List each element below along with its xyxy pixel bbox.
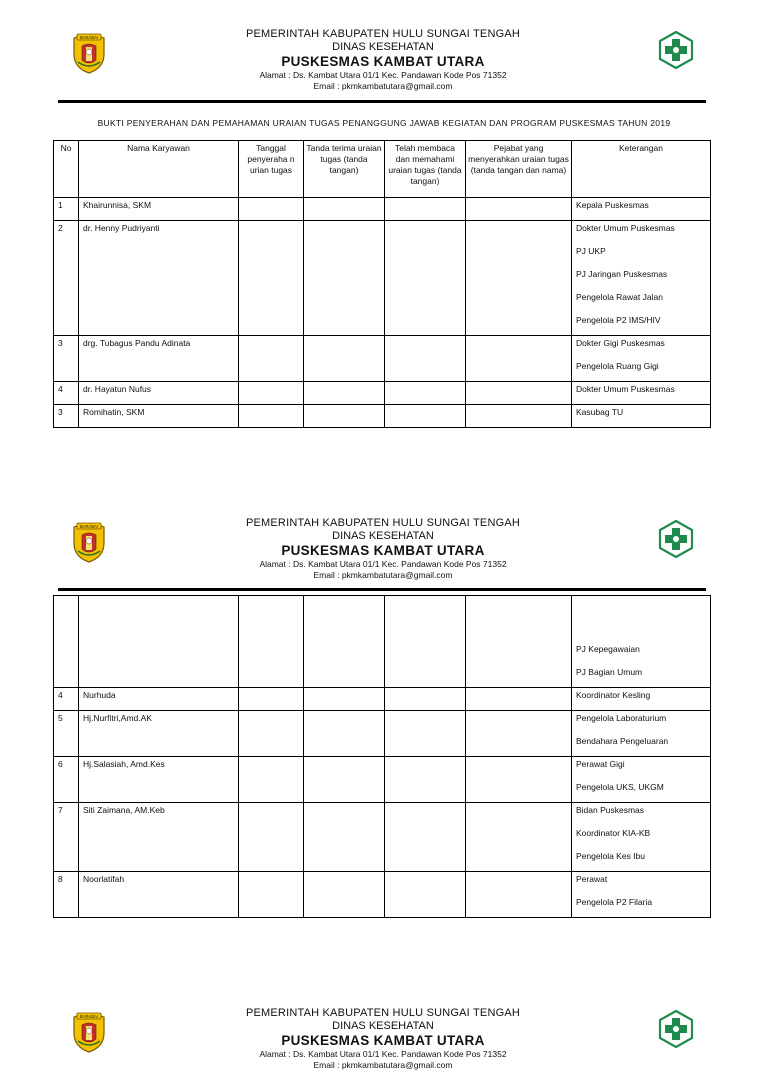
- telah-membaca-cell: [385, 596, 466, 688]
- table-row: [54, 688, 711, 711]
- tanggal-cell: [239, 336, 304, 382]
- pejabat-cell: [466, 198, 572, 221]
- page-1: [0, 28, 768, 128]
- pejabat-cell: [466, 336, 572, 382]
- keterangan-cell: [572, 872, 711, 918]
- keterangan-item: Pengelola Ruang Gigi: [576, 361, 659, 371]
- tanda-terima-cell: [304, 711, 385, 757]
- keterangan-item: Koordinator Kesling: [576, 690, 651, 700]
- keterangan-cell: [572, 382, 711, 405]
- email-line: Email : pkmkambatutara@gmail.com: [313, 570, 453, 580]
- employee-name: dr. Henny Pudriyanti: [79, 221, 239, 336]
- table-row: [54, 405, 711, 428]
- puskesmas-cross-icon: [657, 520, 695, 558]
- keterangan-cell: [572, 405, 711, 428]
- employee-name: dr. Hayatun Nufus: [79, 382, 239, 405]
- tanda-terima-cell: [304, 382, 385, 405]
- tanggal-cell: [239, 405, 304, 428]
- keterangan-item: PJ Kepegawaian: [576, 644, 640, 654]
- keterangan-item: Perawat: [576, 874, 608, 884]
- tanda-terima-cell: [304, 596, 385, 688]
- tanda-terima-cell: [304, 405, 385, 428]
- row-number: 2: [54, 221, 79, 336]
- keterangan-item: Dokter Umum Puskesmas: [576, 223, 675, 233]
- row-number: 8: [54, 872, 79, 918]
- keterangan-item: Kepala Puskesmas: [576, 200, 649, 210]
- telah-membaca-cell: [385, 803, 466, 872]
- department-name: DINAS KESEHATAN: [332, 1020, 434, 1032]
- keterangan-cell: [572, 711, 711, 757]
- table-row: [54, 221, 711, 336]
- government-name: PEMERINTAH KABUPATEN HULU SUNGAI TENGAH: [245, 28, 521, 40]
- pejabat-cell: [466, 688, 572, 711]
- tanggal-cell: [239, 382, 304, 405]
- letterhead: [0, 517, 768, 595]
- keterangan-item: PJ UKP: [576, 246, 606, 256]
- keterangan-item: Bidan Puskesmas: [576, 805, 645, 815]
- row-number: 7: [54, 803, 79, 872]
- table-header-row: [54, 141, 711, 198]
- employee-name: Hj.Salasiah, Amd.Kes: [79, 757, 239, 803]
- keterangan-item: Koordinator KIA-KB: [576, 828, 651, 838]
- col-nama: Nama Karyawan: [79, 141, 239, 198]
- row-number: 5: [54, 711, 79, 757]
- employee-name: Romihatin, SKM: [79, 405, 239, 428]
- keterangan-item: PJ Jaringan Puskesmas: [576, 269, 668, 279]
- keterangan-item: [576, 621, 706, 644]
- page-3: [0, 1007, 768, 1085]
- keterangan-item: PJ Bagian Umum: [576, 667, 643, 677]
- letterhead: [0, 1007, 768, 1085]
- address-line: Alamat : Ds. Kambat Utara 01/1 Kec. Pandawan Kode Pos 71352: [259, 1049, 507, 1059]
- tanda-terima-cell: [304, 803, 385, 872]
- government-name: PEMERINTAH KABUPATEN HULU SUNGAI TENGAH: [245, 1007, 521, 1019]
- tanggal-cell: [239, 711, 304, 757]
- table-row: [54, 382, 711, 405]
- keterangan-item: Pengelola P2 IMS/HIV: [576, 315, 661, 325]
- keterangan-cell: [572, 596, 711, 688]
- regency-crest-icon: [70, 1011, 108, 1053]
- tanda-terima-cell: [304, 221, 385, 336]
- col-no: No: [54, 141, 79, 198]
- keterangan-item: Pengelola Rawat Jalan: [576, 292, 663, 302]
- keterangan-item: [576, 598, 706, 621]
- telah-membaca-cell: [385, 872, 466, 918]
- institution-name: PUSKESMAS KAMBAT UTARA: [281, 54, 485, 69]
- government-name: PEMERINTAH KABUPATEN HULU SUNGAI TENGAH: [245, 517, 521, 529]
- table-row: [54, 596, 711, 688]
- institution-name: PUSKESMAS KAMBAT UTARA: [281, 1033, 485, 1048]
- crest-label: BARABAI: [79, 1014, 99, 1019]
- telah-membaca-cell: [385, 221, 466, 336]
- keterangan-item: Pengelola Kes Ibu: [576, 851, 645, 861]
- letterhead: [0, 28, 768, 106]
- pejabat-cell: [466, 803, 572, 872]
- employee-name: drg. Tubagus Pandu Adinata: [79, 336, 239, 382]
- pejabat-cell: [466, 757, 572, 803]
- puskesmas-cross-icon: [657, 31, 695, 69]
- col-pejabat: Pejabat yang menyerahkan uraian tugas (tanda tangan dan nama): [466, 141, 572, 198]
- keterangan-item: Bendahara Pengeluaran: [576, 736, 669, 746]
- keterangan-item: Kasubag TU: [576, 407, 624, 417]
- telah-membaca-cell: [385, 757, 466, 803]
- pejabat-cell: [466, 596, 572, 688]
- employee-table-2: [53, 595, 711, 918]
- table-row: [54, 872, 711, 918]
- regency-crest-icon: [70, 521, 108, 563]
- keterangan-item: Dokter Umum Puskesmas: [576, 384, 675, 394]
- pejabat-cell: [466, 711, 572, 757]
- regency-crest-icon: [70, 32, 108, 74]
- row-number: 4: [54, 688, 79, 711]
- employee-name: Noorlatifah: [79, 872, 239, 918]
- keterangan-cell: [572, 757, 711, 803]
- department-name: DINAS KESEHATAN: [332, 41, 434, 53]
- email-line: Email : pkmkambatutara@gmail.com: [313, 81, 453, 91]
- col-tanda-terima: Tanda terima uraian tugas (tanda tangan): [304, 141, 385, 198]
- keterangan-item: Perawat Gigi: [576, 759, 625, 769]
- keterangan-cell: [572, 336, 711, 382]
- telah-membaca-cell: [385, 711, 466, 757]
- keterangan-cell: [572, 688, 711, 711]
- keterangan-item: Pengelola UKS, UKGM: [576, 782, 664, 792]
- tanggal-cell: [239, 872, 304, 918]
- address-line: Alamat : Ds. Kambat Utara 01/1 Kec. Pandawan Kode Pos 71352: [259, 559, 507, 569]
- employee-table-1: [53, 140, 711, 428]
- tanda-terima-cell: [304, 872, 385, 918]
- tanggal-cell: [239, 757, 304, 803]
- pejabat-cell: [466, 872, 572, 918]
- header-rule: [58, 588, 706, 591]
- telah-membaca-cell: [385, 336, 466, 382]
- tanggal-cell: [239, 198, 304, 221]
- tanda-terima-cell: [304, 336, 385, 382]
- row-number: 3: [54, 405, 79, 428]
- row-number: [54, 596, 79, 688]
- employee-name: [79, 596, 239, 688]
- tanggal-cell: [239, 803, 304, 872]
- crest-label: BARABAI: [79, 35, 99, 40]
- keterangan-item: Pengelola P2 Filaria: [576, 897, 653, 907]
- keterangan-item: Dokter Gigi Puskesmas: [576, 338, 665, 348]
- institution-name: PUSKESMAS KAMBAT UTARA: [281, 543, 485, 558]
- address-line: Alamat : Ds. Kambat Utara 01/1 Kec. Pandawan Kode Pos 71352: [259, 70, 507, 80]
- table-row: [54, 803, 711, 872]
- keterangan-cell: [572, 198, 711, 221]
- table-row: [54, 757, 711, 803]
- tanggal-cell: [239, 221, 304, 336]
- row-number: 4: [54, 382, 79, 405]
- keterangan-cell: [572, 803, 711, 872]
- header-rule: [58, 100, 706, 103]
- department-name: DINAS KESEHATAN: [332, 530, 434, 542]
- row-number: 3: [54, 336, 79, 382]
- document-title: BUKTI PENYERAHAN DAN PEMAHAMAN URAIAN TUGAS PENANGGUNG JAWAB KEGIATAN DAN PROGRAM PUSKESMAS TAHUN 2019: [97, 118, 671, 128]
- tanggal-cell: [239, 688, 304, 711]
- telah-membaca-cell: [385, 382, 466, 405]
- employee-name: Hj.Nurfitri,Amd.AK: [79, 711, 239, 757]
- employee-name: Nurhuda: [79, 688, 239, 711]
- tanggal-cell: [239, 596, 304, 688]
- table-row: [54, 198, 711, 221]
- pejabat-cell: [466, 221, 572, 336]
- employee-name: Khairunnisa, SKM: [79, 198, 239, 221]
- telah-membaca-cell: [385, 405, 466, 428]
- puskesmas-cross-icon: [657, 1010, 695, 1048]
- keterangan-item: Pengelola Laboraturium: [576, 713, 667, 723]
- employee-name: Siti Zaimana, AM.Keb: [79, 803, 239, 872]
- table-row: [54, 711, 711, 757]
- row-number: 1: [54, 198, 79, 221]
- email-line: Email : pkmkambatutara@gmail.com: [313, 1060, 453, 1070]
- page-2: [0, 517, 768, 595]
- col-keterangan: Keterangan: [572, 141, 711, 198]
- tanda-terima-cell: [304, 198, 385, 221]
- tanda-terima-cell: [304, 688, 385, 711]
- tanda-terima-cell: [304, 757, 385, 803]
- col-tanggal: Tanggal penyeraha n urian tugas: [239, 141, 304, 198]
- pejabat-cell: [466, 382, 572, 405]
- table-row: [54, 336, 711, 382]
- telah-membaca-cell: [385, 688, 466, 711]
- crest-label: BARABAI: [79, 524, 99, 529]
- pejabat-cell: [466, 405, 572, 428]
- telah-membaca-cell: [385, 198, 466, 221]
- keterangan-cell: [572, 221, 711, 336]
- col-telah-membaca: Telah membaca dan memahami uraian tugas (tanda tangan): [385, 141, 466, 198]
- row-number: 6: [54, 757, 79, 803]
